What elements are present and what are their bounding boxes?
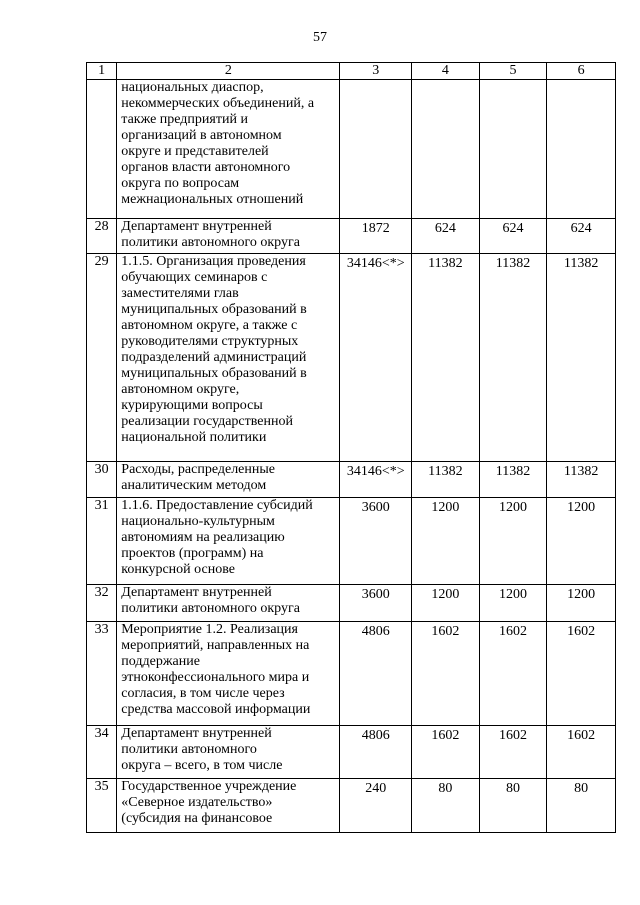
value-cell-col3: 34146<*> bbox=[340, 254, 412, 462]
row-number-cell: 30 bbox=[87, 462, 117, 498]
value-cell-col6: 11382 bbox=[547, 254, 616, 462]
table-header-row bbox=[87, 63, 616, 80]
row-description-cell: Департамент внутренней политики автономного округа bbox=[117, 219, 340, 254]
value-cell-col3: 34146<*> bbox=[340, 462, 412, 498]
row-description-cell: Мероприятие 1.2. Реализация мероприятий, направленных на поддержание этноконфессионального мира и согласия, в том числе через средства массовой информации bbox=[117, 622, 340, 726]
value-cell-col5: 11382 bbox=[479, 254, 547, 462]
value-cell-col5: 1200 bbox=[479, 585, 547, 622]
value-cell-col3 bbox=[340, 80, 412, 219]
value-cell-col4: 1200 bbox=[412, 585, 480, 622]
table-row bbox=[87, 779, 616, 833]
row-number-cell: 35 bbox=[87, 779, 117, 833]
value-cell-col4: 1602 bbox=[412, 726, 480, 779]
value-cell-col6 bbox=[547, 80, 616, 219]
value-cell-col3: 3600 bbox=[340, 585, 412, 622]
table-header-cell: 4 bbox=[412, 63, 480, 80]
table-row bbox=[87, 585, 616, 622]
value-cell-col4 bbox=[412, 80, 480, 219]
table-header-cell: 1 bbox=[87, 63, 117, 80]
row-number-cell: 33 bbox=[87, 622, 117, 726]
page-number: 57 bbox=[313, 30, 327, 45]
value-cell-col4: 1200 bbox=[412, 498, 480, 585]
table-header-cell: 5 bbox=[479, 63, 547, 80]
value-cell-col6: 624 bbox=[547, 219, 616, 254]
table-row bbox=[87, 498, 616, 585]
value-cell-col5: 11382 bbox=[479, 462, 547, 498]
value-cell-col5: 1602 bbox=[479, 622, 547, 726]
table-row bbox=[87, 80, 616, 219]
row-description-cell: Государственное учреждение «Северное издательство» (субсидия на финансовое bbox=[117, 779, 340, 833]
row-description-cell: Департамент внутренней политики автономного округа – всего, в том числе bbox=[117, 726, 340, 779]
value-cell-col4: 11382 bbox=[412, 462, 480, 498]
row-description-cell: 1.1.6. Предоставление субсидий национально-культурным автономиям на реализацию проектов (программ) на конкурсной основе bbox=[117, 498, 340, 585]
table-header-cell: 3 bbox=[340, 63, 412, 80]
row-description-cell: 1.1.5. Организация проведения обучающих семинаров с заместителями глав муниципальных образований в автономном округе, а также с руководителями структурных подразделений администраций муниципальных образований в автономном округе, курирующими вопросы реализации государственной национальной политики bbox=[117, 254, 340, 462]
value-cell-col3: 4806 bbox=[340, 622, 412, 726]
table-header-cell: 2 bbox=[117, 63, 340, 80]
value-cell-col3: 240 bbox=[340, 779, 412, 833]
value-cell-col5: 80 bbox=[479, 779, 547, 833]
value-cell-col6: 11382 bbox=[547, 462, 616, 498]
table-row bbox=[87, 622, 616, 726]
budget-table-wrapper bbox=[86, 62, 616, 833]
value-cell-col3: 4806 bbox=[340, 726, 412, 779]
value-cell-col6: 1200 bbox=[547, 585, 616, 622]
table-row bbox=[87, 462, 616, 498]
row-number-cell: 29 bbox=[87, 254, 117, 462]
row-description-cell: национальных диаспор, некоммерческих объединений, а также предприятий и организаций в автономном округе и представителей органов власти автономного округа по вопросам межнациональных отношений bbox=[117, 80, 340, 219]
value-cell-col5 bbox=[479, 80, 547, 219]
row-number-cell bbox=[87, 80, 117, 219]
value-cell-col6: 1200 bbox=[547, 498, 616, 585]
value-cell-col5: 1602 bbox=[479, 726, 547, 779]
value-cell-col3: 3600 bbox=[340, 498, 412, 585]
value-cell-col6: 1602 bbox=[547, 622, 616, 726]
value-cell-col4: 624 bbox=[412, 219, 480, 254]
row-number-cell: 34 bbox=[87, 726, 117, 779]
budget-table bbox=[86, 62, 616, 833]
table-row bbox=[87, 254, 616, 462]
value-cell-col6: 1602 bbox=[547, 726, 616, 779]
row-number-cell: 32 bbox=[87, 585, 117, 622]
row-description-cell: Департамент внутренней политики автономного округа bbox=[117, 585, 340, 622]
row-number-cell: 28 bbox=[87, 219, 117, 254]
value-cell-col4: 1602 bbox=[412, 622, 480, 726]
row-description-cell: Расходы, распределенные аналитическим методом bbox=[117, 462, 340, 498]
value-cell-col3: 1872 bbox=[340, 219, 412, 254]
value-cell-col5: 624 bbox=[479, 219, 547, 254]
value-cell-col4: 11382 bbox=[412, 254, 480, 462]
value-cell-col5: 1200 bbox=[479, 498, 547, 585]
table-row bbox=[87, 219, 616, 254]
table-header-cell: 6 bbox=[547, 63, 616, 80]
row-number-cell: 31 bbox=[87, 498, 117, 585]
value-cell-col4: 80 bbox=[412, 779, 480, 833]
value-cell-col6: 80 bbox=[547, 779, 616, 833]
table-row bbox=[87, 726, 616, 779]
